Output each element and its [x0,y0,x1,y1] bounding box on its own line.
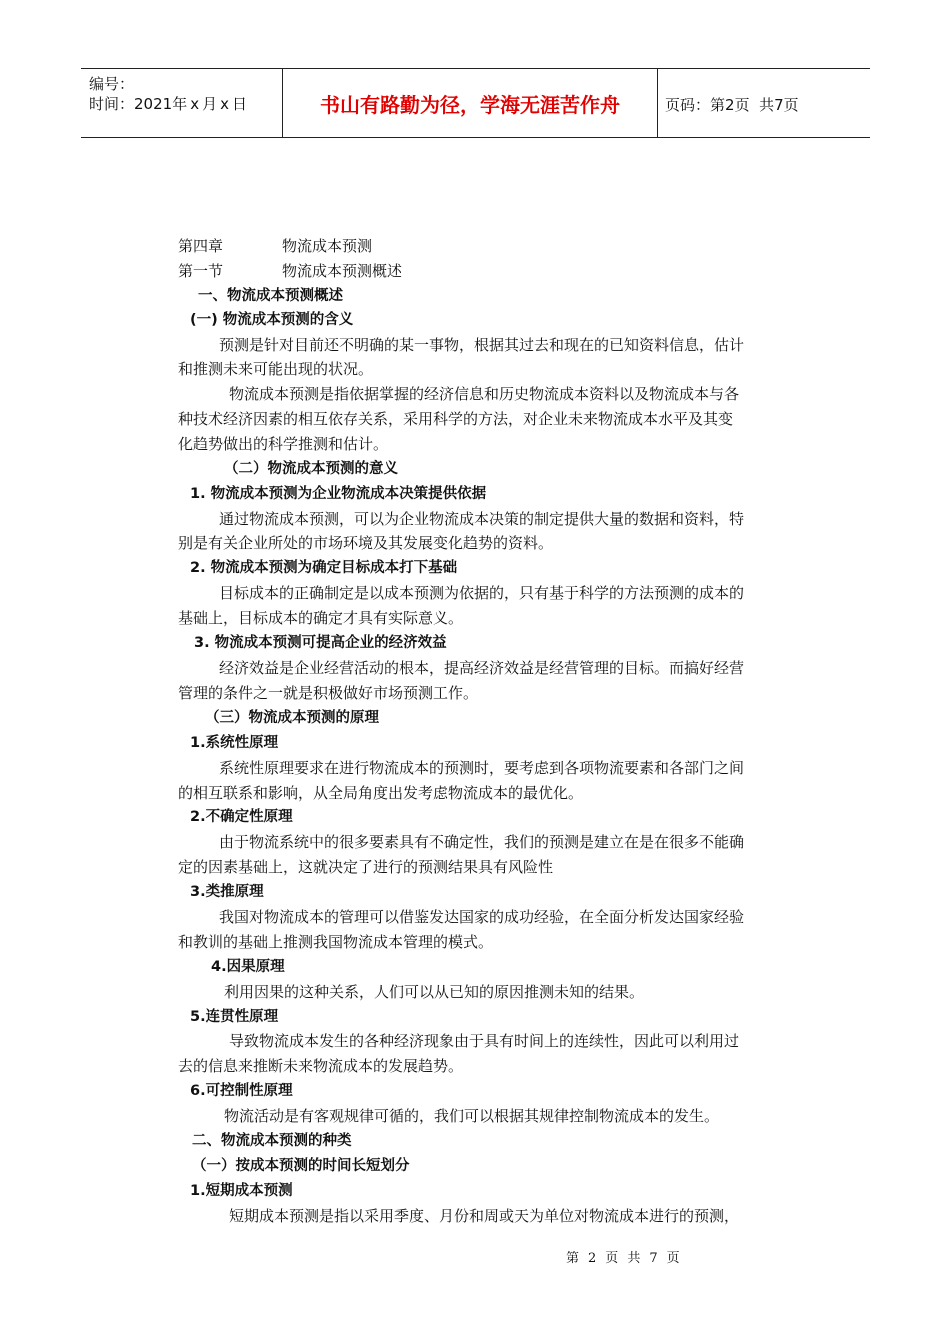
document-date [89,93,247,114]
section-label: 第一节 [178,262,224,280]
paragraph-line: 通过物流成本预测，可以为企业物流成本决策的制定提供大量的数据和资料，特 [219,510,745,528]
subheading: 3. 物流成本预测可提高企业的经济效益 [194,635,447,651]
footer-text: 第 [566,1251,580,1266]
page-mid: 页 共 [734,96,775,114]
paragraph-line: 管理的条件之一就是积极做好市场预测工作。 [178,684,479,702]
subheading: 1.系统性原理 [190,735,279,751]
date-month: x [190,95,200,113]
section-heading [178,261,402,281]
paragraph-line: 物流成本预测是指依据掌握的经济信息和历史物流成本资料以及物流成本与各 [229,385,740,403]
paragraph-line: 化趋势做出的科学推测和估计。 [178,435,389,453]
paragraph-line: 和教训的基础上推测我国物流成本管理的模式。 [178,933,494,951]
heading-1: 一、物流成本预测概述 [198,288,343,304]
document-number [89,73,134,94]
paragraph-line: 和推测未来可能出现的状况。 [178,360,374,378]
footer-page-number: 2 [588,1251,597,1266]
heading-2: 二、物流成本预测的种类 [192,1133,352,1149]
footer-text: 共 [627,1251,641,1266]
page-number: 2 [725,96,735,114]
footer-text: 页 [666,1251,680,1266]
document-header [81,68,870,138]
paragraph-line: 预测是针对目前还不明确的某一事物，根据其过去和现在的已知资料信息，估计 [219,336,745,354]
paragraph-line: 定的因素基础上，这就决定了进行的预测结果具有风险性 [178,858,554,876]
heading-1-1: (一) 物流成本预测的含义 [190,312,354,328]
date-day-unit: 日 [232,95,248,113]
paragraph-line: 目标成本的正确制定是以成本预测为依据的，只有基于科学的方法预测的成本的 [219,584,745,602]
paragraph-line: 由于物流系统中的很多要素具有不确定性，我们的预测是建立在是在很多不能确 [219,833,745,851]
paragraph-line: 别是有关企业所处的市场环境及其发展变化趋势的资料。 [178,534,554,552]
header-page-info [665,94,799,115]
chapter-title: 物流成本预测 [282,237,373,255]
paragraph-line: 我国对物流成本的管理可以借鉴发达国家的成功经验，在全面分析发达国家经验 [219,908,745,926]
chapter-heading [178,236,372,256]
footer-text: 页 [605,1251,619,1266]
date-day: x [220,95,230,113]
subheading: 3.类推原理 [190,884,264,900]
paragraph-line: 基础上，目标成本的确定才具有实际意义。 [178,609,464,627]
paragraph-line: 短期成本预测是指以采用季度、月份和周或天为单位对物流成本进行的预测， [229,1207,740,1225]
paragraph-line: 经济效益是企业经营活动的根本，提高经济效益是经营管理的目标。而搞好经营 [219,659,745,677]
page-prefix: 页码：第 [665,96,726,114]
header-motto: 书山有路勤为径，学海无涯苦作舟 [283,69,658,137]
heading-1-2: （二）物流成本预测的意义 [224,461,398,477]
paragraph-line: 种技术经济因素的相互依存关系，采用科学的方法，对企业未来物流成本水平及其变 [178,410,734,428]
chapter-label: 第四章 [178,237,224,255]
paragraph-line: 的相互联系和影响，从全局角度出发考虑物流成本的最优化。 [178,784,584,802]
page-footer [566,1247,689,1266]
header-meta-cell [81,69,283,137]
heading-2-1: （一）按成本预测的时间长短划分 [192,1158,410,1174]
heading-1-3: （三）物流成本预测的原理 [205,710,379,726]
page-total: 7 [774,96,784,114]
date-year-unit: 年 [172,95,188,113]
paragraph-line: 去的信息来推断未来物流成本的发展趋势。 [178,1057,464,1075]
paragraph-line: 利用因果的这种关系，人们可以从已知的原因推测未知的结果。 [224,983,645,1001]
subheading: 1. 物流成本预测为企业物流成本决策提供依据 [190,486,487,502]
subheading: 2.不确定性原理 [190,809,293,825]
paragraph-line: 系统性原理要求在进行物流成本的预测时，要考虑到各项物流要素和各部门之间 [219,759,745,777]
date-label: 时间： [89,95,135,113]
paragraph-line: 导致物流成本发生的各种经济现象由于具有时间上的连续性，因此可以利用过 [229,1032,740,1050]
subheading: 2. 物流成本预测为确定目标成本打下基础 [190,560,458,576]
subheading: 5.连贯性原理 [190,1009,279,1025]
subheading: 6.可控制性原理 [190,1083,293,1099]
number-label: 编号： [89,75,135,93]
section-title: 物流成本预测概述 [282,262,403,280]
subheading: 1.短期成本预测 [190,1183,293,1199]
subheading: 4.因果原理 [211,959,285,975]
date-year: 2021 [134,95,173,113]
page-suffix: 页 [783,96,799,114]
footer-page-total: 7 [649,1251,658,1266]
paragraph-line: 物流活动是有客观规律可循的，我们可以根据其规律控制物流成本的发生。 [224,1107,720,1125]
date-month-unit: 月 [202,95,218,113]
